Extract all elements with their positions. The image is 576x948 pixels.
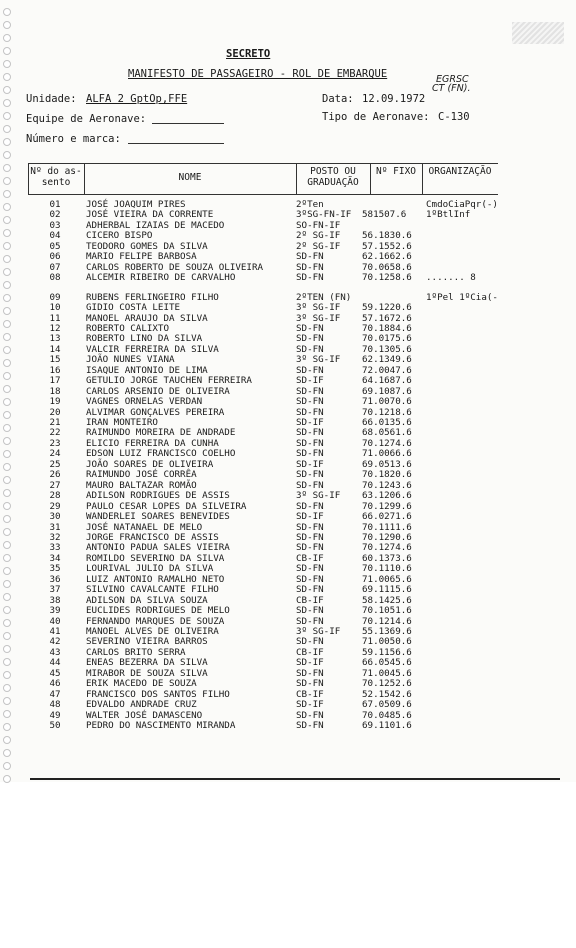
passenger-name: ISAQUE ANTONIO DE LIMA bbox=[86, 364, 208, 376]
passenger-name: GETULIO JORGE TAUCHEN FERREIRA bbox=[86, 375, 252, 387]
passenger-name: ENEAS BEZERRA DA SILVA bbox=[86, 657, 208, 669]
table-row bbox=[0, 408, 560, 418]
col-header-rank bbox=[296, 166, 370, 188]
number-brand-label: Número e marca: bbox=[26, 133, 121, 145]
seat-number: 07 bbox=[49, 261, 61, 273]
seat-number: 29 bbox=[49, 500, 61, 512]
table-row bbox=[0, 481, 560, 491]
passenger-name: JOSÉ VIEIRA DA CORRENTE bbox=[86, 209, 214, 221]
fixed-number: 55.1369.6 bbox=[362, 626, 412, 637]
passenger-name: JOÃO NUNES VIANA bbox=[86, 354, 175, 366]
table-row bbox=[0, 585, 560, 595]
rank-grade: 3º SG-IF bbox=[296, 626, 341, 637]
passenger-name: WALTER JOSÉ DAMASCENO bbox=[86, 709, 203, 721]
table-row bbox=[0, 470, 560, 480]
handwritten-note-line2: CT (FN). bbox=[432, 83, 471, 94]
rank-grade: SD-FN bbox=[296, 709, 324, 721]
table-header-rule bbox=[28, 194, 498, 195]
table-row bbox=[0, 303, 560, 313]
table-row bbox=[0, 355, 560, 365]
fixed-number: 70.1214.6 bbox=[362, 615, 412, 627]
passenger-name: EUCLIDES RODRIGUES DE MELO bbox=[86, 605, 230, 617]
rank-grade: SD-FN bbox=[296, 605, 324, 617]
rank-grade: 2ºTEN (FN) bbox=[296, 291, 352, 303]
table-row bbox=[0, 564, 560, 574]
binder-hole bbox=[3, 47, 11, 55]
passenger-name: ROMILDO SEVERINO DA SILVA bbox=[86, 552, 225, 564]
seat-number: 08 bbox=[49, 272, 61, 284]
table-row bbox=[0, 617, 560, 627]
fixed-number: 70.1110.6 bbox=[362, 563, 412, 575]
rank-grade: SD-FN bbox=[296, 406, 324, 418]
seat-number: 42 bbox=[49, 636, 61, 648]
passenger-name: LOURIVAL JULIO DA SILVA bbox=[86, 563, 214, 575]
fixed-number: 66.0545.6 bbox=[362, 657, 412, 669]
seat-number: 10 bbox=[49, 302, 61, 314]
seat-number: 36 bbox=[49, 573, 61, 585]
passenger-name: PEDRO DO NASCIMENTO MIRANDA bbox=[86, 720, 236, 732]
seat-number: 38 bbox=[49, 594, 61, 606]
fixed-number: 69.0513.6 bbox=[362, 458, 412, 470]
fixed-number: 66.0135.6 bbox=[362, 417, 412, 428]
rank-grade: SD-FN bbox=[296, 584, 324, 596]
passenger-name: VAGNES ORNELAS VERDAN bbox=[86, 396, 203, 408]
table-row bbox=[0, 700, 560, 710]
rank-grade: 3º SG-IF bbox=[296, 302, 341, 314]
seat-number: 09 bbox=[49, 291, 61, 303]
fixed-number: 62.1662.6 bbox=[362, 251, 412, 263]
table-row bbox=[0, 679, 560, 689]
fixed-number: 71.0045.6 bbox=[362, 667, 412, 679]
table-row bbox=[0, 533, 560, 543]
rank-grade: SD-FN bbox=[296, 636, 324, 648]
number-brand-blank bbox=[128, 143, 224, 144]
fixed-number: 70.1258.6 bbox=[362, 272, 412, 284]
rank-grade: SD-FN bbox=[296, 272, 324, 284]
table-row bbox=[0, 460, 560, 470]
col-header-rank-line1: POSTO OU bbox=[310, 166, 356, 177]
passenger-name: ANTONIO PADUA SALES VIEIRA bbox=[86, 542, 230, 554]
rank-grade: CB-IF bbox=[296, 552, 324, 564]
fixed-number: 69.1115.6 bbox=[362, 584, 412, 596]
date-label: Data: bbox=[322, 93, 354, 105]
crew-label: Equipe de Aeronave: bbox=[26, 113, 147, 125]
binder-hole bbox=[3, 125, 11, 133]
seat-number: 28 bbox=[49, 490, 61, 502]
passenger-name: CARLOS BRITO SERRA bbox=[86, 646, 186, 658]
passenger-name: JOÃO SOARES DE OLIVEIRA bbox=[86, 458, 214, 470]
binder-hole bbox=[3, 99, 11, 107]
binder-hole bbox=[3, 86, 11, 94]
rank-grade: 3ºSG-FN-IF bbox=[296, 209, 352, 221]
table-row bbox=[0, 648, 560, 658]
rank-grade: SD-FN bbox=[296, 437, 324, 449]
binder-hole bbox=[3, 177, 11, 185]
fixed-number: 70.1218.6 bbox=[362, 406, 412, 418]
table-row bbox=[0, 376, 560, 386]
col-header-rank-line2: GRADUAÇÃO bbox=[307, 177, 359, 188]
rank-grade: SD-IF bbox=[296, 511, 324, 523]
crew-blank bbox=[152, 123, 224, 124]
fixed-number: 70.1820.6 bbox=[362, 469, 412, 481]
fixed-number: 70.1111.6 bbox=[362, 521, 412, 533]
seat-number: 02 bbox=[49, 209, 61, 221]
table-row bbox=[0, 512, 560, 522]
binder-hole bbox=[3, 73, 11, 81]
col-header-num bbox=[28, 166, 84, 188]
table-row bbox=[0, 366, 560, 376]
binder-hole bbox=[3, 749, 11, 757]
seat-number: 21 bbox=[49, 417, 61, 428]
rank-grade: 2º SG-IF bbox=[296, 230, 341, 242]
table-row bbox=[0, 397, 560, 407]
fixed-number: 52.1542.6 bbox=[362, 688, 412, 700]
binder-hole bbox=[3, 762, 11, 770]
seat-number: 23 bbox=[49, 437, 61, 449]
table-row bbox=[0, 543, 560, 553]
passenger-name: EDSON LUIZ FRANCISCO COELHO bbox=[86, 448, 236, 460]
seat-number: 34 bbox=[49, 552, 61, 564]
rank-grade: 2º SG-IF bbox=[296, 240, 341, 252]
aircraft-type-label: Tipo de Aeronave: bbox=[322, 111, 430, 123]
seat-number: 35 bbox=[49, 563, 61, 575]
binder-hole bbox=[3, 112, 11, 120]
table-row bbox=[0, 387, 560, 397]
seat-number: 12 bbox=[49, 322, 61, 334]
rank-grade: SD-FN bbox=[296, 427, 324, 439]
fixed-number: 70.1290.6 bbox=[362, 531, 412, 543]
fixed-number: 70.1884.6 bbox=[362, 322, 412, 334]
rank-grade: SD-FN bbox=[296, 678, 324, 690]
fixed-number: 57.1552.6 bbox=[362, 240, 412, 252]
rank-grade: SD-FN bbox=[296, 479, 324, 491]
rank-grade: SD-IF bbox=[296, 699, 324, 711]
table-row bbox=[0, 449, 560, 459]
table-row bbox=[0, 502, 560, 512]
passenger-name: JOSÉ NATANAEL DE MELO bbox=[86, 521, 203, 533]
rank-grade: SO-FN-IF bbox=[296, 219, 341, 231]
seat-number: 04 bbox=[49, 230, 61, 242]
passenger-name: VALCIR FERREIRA DA SILVA bbox=[86, 343, 219, 355]
fixed-number: 63.1206.6 bbox=[362, 490, 412, 502]
passenger-name: JOSÉ JOAQUIM PIRES bbox=[86, 199, 186, 210]
date-value: 12.09.1972 bbox=[362, 93, 426, 105]
fixed-number: 60.1373.6 bbox=[362, 552, 412, 564]
binder-hole bbox=[3, 190, 11, 198]
fixed-number: 64.1687.6 bbox=[362, 375, 412, 387]
page-bottom-edge bbox=[30, 778, 560, 780]
fixed-number: 56.1830.6 bbox=[362, 230, 412, 242]
seat-number: 33 bbox=[49, 542, 61, 554]
seat-number: 39 bbox=[49, 605, 61, 617]
table-row bbox=[0, 418, 560, 428]
fixed-number: 70.1274.6 bbox=[362, 542, 412, 554]
fixed-number: 59.1156.6 bbox=[362, 646, 412, 658]
table-row bbox=[0, 200, 560, 210]
organization: ....... 8 bbox=[426, 272, 476, 284]
binder-hole bbox=[3, 34, 11, 42]
col-header-num-line1: Nº do as- bbox=[30, 166, 82, 177]
rank-grade: SD-FN bbox=[296, 364, 324, 376]
rank-grade: 3º SG-IF bbox=[296, 354, 341, 366]
passenger-name: WANDERLEI SOARES BENEVIDES bbox=[86, 511, 230, 523]
passenger-name: EDVALDO ANDRADE CRUZ bbox=[86, 699, 197, 711]
table-top-rule bbox=[28, 163, 498, 164]
fixed-number: 581507.6 bbox=[362, 209, 407, 221]
table-row bbox=[0, 523, 560, 533]
unit-value: ALFA 2 GptOp,FFE bbox=[86, 93, 188, 105]
col-header-num-line2: sento bbox=[41, 177, 71, 188]
table-row bbox=[0, 231, 560, 241]
fixed-number: 70.1299.6 bbox=[362, 500, 412, 512]
seat-number: 49 bbox=[49, 709, 61, 721]
table-row bbox=[0, 491, 560, 501]
table-row bbox=[0, 428, 560, 438]
fixed-number: 70.0658.6 bbox=[362, 261, 412, 273]
organization: 1ºBtlInf bbox=[426, 209, 471, 221]
rank-grade: SD-FN bbox=[296, 333, 324, 345]
seat-number: 45 bbox=[49, 667, 61, 679]
passenger-name: ADILSON RODRIGUES DE ASSIS bbox=[86, 490, 230, 502]
seat-number: 48 bbox=[49, 699, 61, 711]
seat-number: 25 bbox=[49, 458, 61, 470]
passenger-name: PAULO CESAR LOPES DA SILVEIRA bbox=[86, 500, 247, 512]
rank-grade: CB-IF bbox=[296, 646, 324, 658]
table-row bbox=[0, 252, 560, 262]
col-header-organization: ORGANIZAÇÃO bbox=[428, 166, 492, 177]
rank-grade: SD-FN bbox=[296, 261, 324, 273]
table-row bbox=[0, 263, 560, 273]
fixed-number: 68.0561.6 bbox=[362, 427, 412, 439]
classification-label: SECRETO bbox=[226, 48, 271, 60]
rank-grade: SD-FN bbox=[296, 448, 324, 460]
table-row bbox=[0, 606, 560, 616]
table-row bbox=[0, 658, 560, 668]
passenger-name: LUIZ ANTONIO RAMALHO NETO bbox=[86, 573, 225, 585]
fixed-number: 59.1220.6 bbox=[362, 302, 412, 314]
passenger-name: FERNANDO MARQUES DE SOUZA bbox=[86, 615, 225, 627]
passenger-name: MIRABOR DE SOUZA SILVA bbox=[86, 667, 208, 679]
table-row bbox=[0, 273, 560, 283]
unit-label: Unidade: bbox=[26, 93, 77, 105]
passenger-name: ELICIO FERREIRA DA CUNHA bbox=[86, 437, 219, 449]
passenger-name: ROBERTO CALIXTO bbox=[86, 322, 169, 334]
seat-number: 31 bbox=[49, 521, 61, 533]
fixed-number: 69.1087.6 bbox=[362, 385, 412, 397]
seat-number: 27 bbox=[49, 479, 61, 491]
fixed-number: 70.0175.6 bbox=[362, 333, 412, 345]
binder-hole bbox=[3, 736, 11, 744]
seat-number: 16 bbox=[49, 364, 61, 376]
fixed-number: 71.0070.6 bbox=[362, 396, 412, 408]
rank-grade: SD-FN bbox=[296, 615, 324, 627]
fixed-number: 67.0509.6 bbox=[362, 699, 412, 711]
rank-grade: SD-FN bbox=[296, 542, 324, 554]
seat-number: 50 bbox=[49, 720, 61, 732]
passenger-name: ALCEMIR RIBEIRO DE CARVALHO bbox=[86, 272, 236, 284]
col-header-fixed-number: Nº FIXO bbox=[375, 166, 417, 177]
passenger-name: MANOEL ALVES DE OLIVEIRA bbox=[86, 626, 219, 637]
binder-hole bbox=[3, 60, 11, 68]
passenger-name: SEVERINO VIEIRA BARROS bbox=[86, 636, 208, 648]
table-row bbox=[0, 669, 560, 679]
fixed-number: 70.1243.6 bbox=[362, 479, 412, 491]
stamp-mark bbox=[512, 22, 564, 44]
passenger-name: ADHERBAL IZAIAS DE MACEDO bbox=[86, 219, 225, 231]
passenger-name: MAURO BALTAZAR ROMÃO bbox=[86, 479, 197, 491]
handwritten-note-line1: EGRSC bbox=[436, 74, 469, 85]
aircraft-type-value: C-130 bbox=[438, 111, 470, 123]
seat-number: 24 bbox=[49, 448, 61, 460]
seat-number: 22 bbox=[49, 427, 61, 439]
passenger-name: GIDIO COSTA LEITE bbox=[86, 302, 181, 314]
seat-number: 14 bbox=[49, 343, 61, 355]
rank-grade: SD-FN bbox=[296, 251, 324, 263]
seat-number: 03 bbox=[49, 219, 61, 231]
passenger-name: FRANCISCO DOS SANTOS FILHO bbox=[86, 688, 230, 700]
rank-grade: SD-IF bbox=[296, 375, 324, 387]
passenger-name: ROBERTO LINO DA SILVA bbox=[86, 333, 203, 345]
passenger-name: RAIMUNDO MOREIRA DE ANDRADE bbox=[86, 427, 236, 439]
seat-number: 40 bbox=[49, 615, 61, 627]
seat-number: 41 bbox=[49, 626, 61, 637]
table-row bbox=[0, 242, 560, 252]
rank-grade: SD-IF bbox=[296, 417, 324, 428]
fixed-number: 69.1101.6 bbox=[362, 720, 412, 732]
rank-grade: SD-FN bbox=[296, 343, 324, 355]
passenger-name: ADILSON DA SILVA SOUZA bbox=[86, 594, 208, 606]
binder-hole bbox=[3, 138, 11, 146]
fixed-number: 71.0066.6 bbox=[362, 448, 412, 460]
passenger-name: TEODORO GOMES DA SILVA bbox=[86, 240, 208, 252]
passenger-name: ERIK MACEDO DE SOUZA bbox=[86, 678, 197, 690]
binder-hole bbox=[3, 21, 11, 29]
table-row bbox=[0, 324, 560, 334]
seat-number: 15 bbox=[49, 354, 61, 366]
fixed-number: 71.0065.6 bbox=[362, 573, 412, 585]
table-row bbox=[0, 221, 560, 231]
seat-number: 47 bbox=[49, 688, 61, 700]
passenger-name: RUBENS FERLINGEIRO FILHO bbox=[86, 291, 219, 303]
seat-number: 11 bbox=[49, 312, 61, 324]
seat-number: 32 bbox=[49, 531, 61, 543]
seat-number: 20 bbox=[49, 406, 61, 418]
table-row bbox=[0, 690, 560, 700]
document-title: MANIFESTO DE PASSAGEIRO - ROL DE EMBARQUE bbox=[128, 68, 388, 80]
passenger-name: ALVIMAR GONÇALVES PEREIRA bbox=[86, 406, 225, 418]
table-row bbox=[0, 627, 560, 637]
rank-grade: SD-FN bbox=[296, 531, 324, 543]
binder-hole bbox=[3, 775, 11, 783]
rank-grade: SD-FN bbox=[296, 720, 324, 732]
table-row bbox=[0, 210, 560, 220]
rank-grade: CB-IF bbox=[296, 688, 324, 700]
rank-grade: SD-FN bbox=[296, 573, 324, 585]
table-row bbox=[0, 314, 560, 324]
seat-number: 06 bbox=[49, 251, 61, 263]
seat-number: 18 bbox=[49, 385, 61, 397]
seat-number: 01 bbox=[49, 199, 61, 210]
table-row bbox=[0, 575, 560, 585]
rank-grade: SD-FN bbox=[296, 667, 324, 679]
rank-grade: SD-FN bbox=[296, 521, 324, 533]
fixed-number: 58.1425.6 bbox=[362, 594, 412, 606]
passenger-name: CARLOS ARSENIO DE OLIVEIRA bbox=[86, 385, 230, 397]
passenger-name: JORGE FRANCISCO DE ASSIS bbox=[86, 531, 219, 543]
organization: 1ºPel 1ºCia(- bbox=[426, 291, 498, 303]
rank-grade: CB-IF bbox=[296, 594, 324, 606]
seat-number: 43 bbox=[49, 646, 61, 658]
binder-hole bbox=[3, 151, 11, 159]
rank-grade: SD-FN bbox=[296, 396, 324, 408]
fixed-number: 62.1349.6 bbox=[362, 354, 412, 366]
seat-number: 19 bbox=[49, 396, 61, 408]
table-row bbox=[0, 293, 560, 303]
table-row bbox=[0, 554, 560, 564]
passenger-name: MARIO FELIPE BARBOSA bbox=[86, 251, 197, 263]
table-row bbox=[0, 711, 560, 721]
rank-grade: SD-FN bbox=[296, 500, 324, 512]
fixed-number: 70.1051.6 bbox=[362, 605, 412, 617]
fixed-number: 70.1305.6 bbox=[362, 343, 412, 355]
table-row bbox=[0, 596, 560, 606]
rank-grade: SD-FN bbox=[296, 385, 324, 397]
passenger-name: IRAN MONTEIRO bbox=[86, 417, 158, 428]
rank-grade: 3º SG-IF bbox=[296, 490, 341, 502]
seat-number: 05 bbox=[49, 240, 61, 252]
seat-number: 46 bbox=[49, 678, 61, 690]
passenger-name: CARLOS ROBERTO DE SOUZA OLIVEIRA bbox=[86, 261, 264, 273]
table-row bbox=[0, 721, 560, 731]
seat-number: 13 bbox=[49, 333, 61, 345]
fixed-number: 57.1672.6 bbox=[362, 312, 412, 324]
col-header-name: NOME bbox=[178, 172, 202, 183]
binder-hole bbox=[3, 164, 11, 172]
rank-grade: 3º SG-IF bbox=[296, 312, 341, 324]
passenger-name: SILVINO CAVALCANTE FILHO bbox=[86, 584, 219, 596]
table-row bbox=[0, 637, 560, 647]
seat-number: 44 bbox=[49, 657, 61, 669]
passenger-name: RAIMUNDO JOSÉ CORRÊA bbox=[86, 469, 197, 481]
fixed-number: 70.1274.6 bbox=[362, 437, 412, 449]
rank-grade: SD-FN bbox=[296, 469, 324, 481]
rank-grade: SD-IF bbox=[296, 657, 324, 669]
fixed-number: 71.0050.6 bbox=[362, 636, 412, 648]
rank-grade: SD-FN bbox=[296, 563, 324, 575]
fixed-number: 70.1252.6 bbox=[362, 678, 412, 690]
fixed-number: 72.0047.6 bbox=[362, 364, 412, 376]
seat-number: 37 bbox=[49, 584, 61, 596]
seat-number: 17 bbox=[49, 375, 61, 387]
rank-grade: SD-IF bbox=[296, 458, 324, 470]
organization: CmdoCiaPqr(-) bbox=[426, 199, 498, 210]
rank-grade: SD-FN bbox=[296, 322, 324, 334]
table-row bbox=[0, 345, 560, 355]
fixed-number: 70.0485.6 bbox=[362, 709, 412, 721]
binder-hole bbox=[3, 8, 11, 16]
table-row bbox=[0, 439, 560, 449]
seat-number: 26 bbox=[49, 469, 61, 481]
table-row bbox=[0, 334, 560, 344]
seat-number: 30 bbox=[49, 511, 61, 523]
rank-grade: 2ºTen bbox=[296, 199, 324, 210]
passenger-name: CICERO BISPO bbox=[86, 230, 153, 242]
fixed-number: 66.0271.6 bbox=[362, 511, 412, 523]
passenger-name: MANOEL ARAUJO DA SILVA bbox=[86, 312, 208, 324]
